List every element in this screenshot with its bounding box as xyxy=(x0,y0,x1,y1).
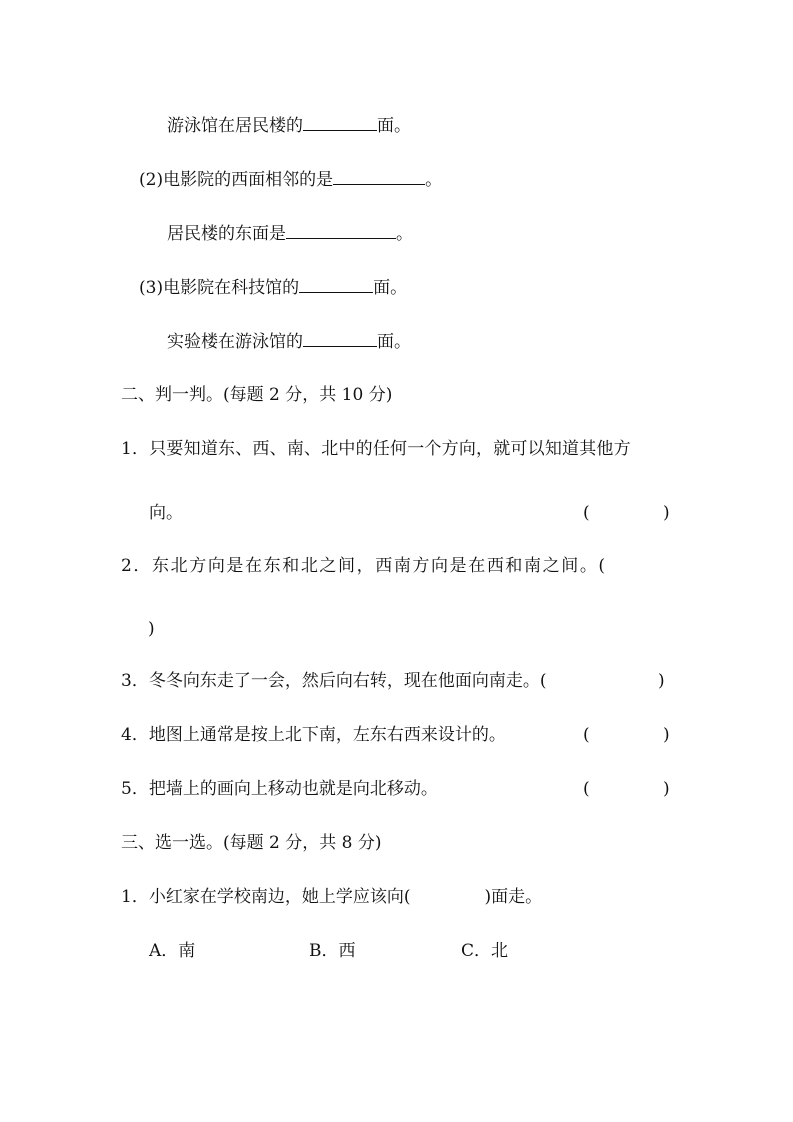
question-text: (3)电影院在科技馆的 xyxy=(139,278,300,298)
open-paren: ( xyxy=(583,503,590,523)
choice-question-1 xyxy=(121,886,542,908)
judge-question-2-cont: ) xyxy=(148,619,155,639)
fill-line-swimming-hall xyxy=(167,114,411,137)
fill-line-residential-east xyxy=(167,222,413,245)
option-c[interactable]: C．北 xyxy=(461,941,509,961)
question-2 xyxy=(139,168,442,191)
judge-question-1-cont: 向。 xyxy=(149,503,183,523)
open-paren: ( xyxy=(583,725,590,745)
close-paren: ) xyxy=(663,779,670,799)
judge-question-1: 1．只要知道东、西、南、北中的任何一个方向，就可以知道其他方 xyxy=(121,439,631,459)
answer-blank[interactable] xyxy=(286,222,396,239)
option-b[interactable]: B．西 xyxy=(309,941,356,961)
question-text: 。 xyxy=(396,224,413,244)
section-2-heading: 二、判一判。(每题 2 分，共 10 分) xyxy=(121,385,393,405)
judge-question-5: 5．把墙上的画向上移动也就是向北移动。 xyxy=(121,779,438,799)
question-text: 面。 xyxy=(377,332,411,352)
close-paren: ) xyxy=(663,725,670,745)
question-text: 居民楼的东面是 xyxy=(167,224,286,244)
question-text: 面。 xyxy=(377,116,411,136)
question-text: )面走。 xyxy=(484,887,543,907)
judge-question-2: 2．东北方向是在东和北之间，西南方向是在西和南之间。( xyxy=(121,556,607,576)
question-text: 实验楼在游泳馆的 xyxy=(167,332,303,352)
close-paren: ) xyxy=(663,503,670,523)
answer-blank[interactable] xyxy=(333,168,425,185)
open-paren: ( xyxy=(583,779,590,799)
fill-line-lab-building xyxy=(167,330,411,353)
close-paren: ) xyxy=(658,671,665,691)
question-text: 。 xyxy=(425,170,443,190)
judge-question-4: 4．地图上通常是按上北下南，左东右西来设计的。 xyxy=(121,725,506,745)
question-text: 面。 xyxy=(373,278,408,298)
answer-blank[interactable] xyxy=(299,276,373,293)
section-3-heading: 三、选一选。(每题 2 分，共 8 分) xyxy=(121,833,382,853)
question-3 xyxy=(139,276,407,299)
option-a[interactable]: A．南 xyxy=(149,941,196,961)
question-text: (2)电影院的西面相邻的是 xyxy=(139,170,334,190)
answer-blank[interactable] xyxy=(303,114,377,131)
question-text: 1．小红家在学校南边，她上学应该向( xyxy=(121,887,411,907)
judge-question-3: 3．冬冬向东走了一会，然后向右转，现在他面向南走。( xyxy=(121,671,547,691)
question-text: 游泳馆在居民楼的 xyxy=(167,116,303,136)
answer-blank[interactable] xyxy=(303,330,377,347)
